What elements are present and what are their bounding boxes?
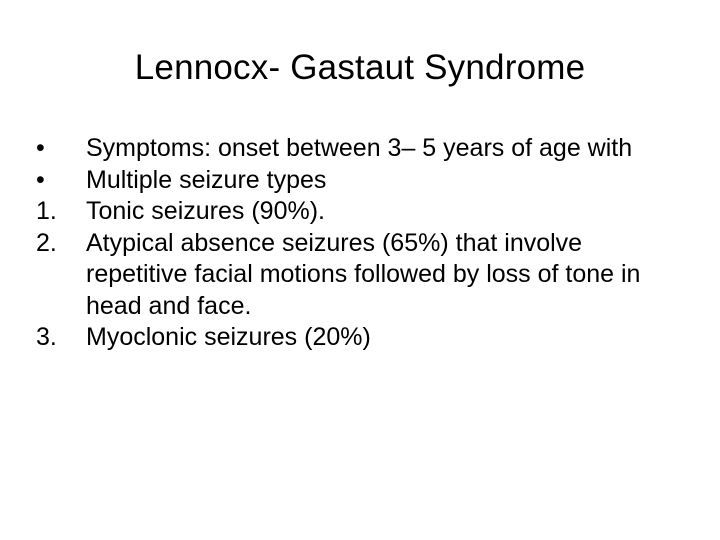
number-marker: 3. xyxy=(36,323,57,351)
list-item-text: Tonic seizures (90%). xyxy=(86,197,325,225)
list-item xyxy=(36,322,676,354)
list-item-text: Multiple seizure types xyxy=(86,165,327,194)
number-marker: 1. xyxy=(36,197,57,225)
list-item xyxy=(36,196,676,228)
list-item xyxy=(36,228,676,323)
list-item-text: Atypical absence seizures (65%) that involve repetitive facial motions followed by loss of tone in head and face. xyxy=(86,228,641,320)
list-item-text: Symptoms: onset between 3– 5 years of age with xyxy=(86,134,633,162)
list-item-text: Myoclonic seizures (20%) xyxy=(86,323,371,351)
bullet-marker: • xyxy=(36,165,45,194)
list-item xyxy=(36,133,676,165)
number-marker: 2. xyxy=(36,228,57,257)
bullet-marker: • xyxy=(36,134,45,162)
slide-body xyxy=(36,133,676,354)
slide-title: Lennocx- Gastaut Syndrome xyxy=(134,48,586,87)
list-item xyxy=(36,165,676,197)
